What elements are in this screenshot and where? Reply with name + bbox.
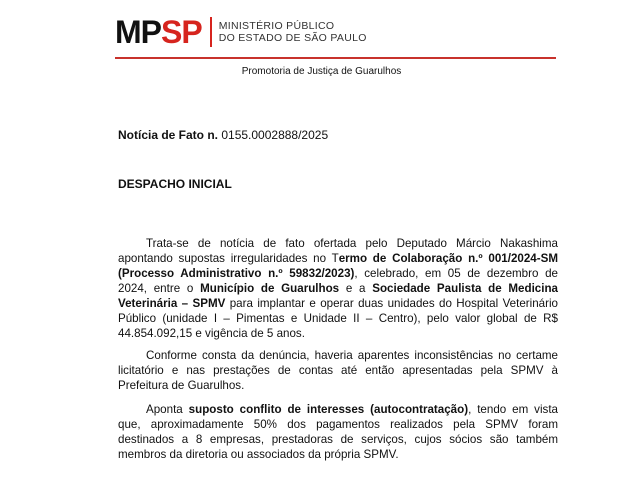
paragraph-3 bbox=[118, 402, 558, 462]
institution-line-1: MINISTÉRIO PÚBLICO bbox=[218, 20, 335, 32]
p1-bold-termo: ermo de Colaboração n.º 001/2024-SM (Processo Administrativo n.º 59832/2023) bbox=[118, 251, 558, 280]
header-rule bbox=[115, 57, 556, 59]
p1-text-3: e a bbox=[339, 281, 373, 295]
logo-sp: SP bbox=[161, 14, 202, 50]
mpsp-header bbox=[115, 15, 367, 49]
p2-text: Conforme consta da denúncia, haveria aparentes inconsistências no certame licitatório e nas prestações de contas até então apresentadas pela SPMV à Prefeitura de Guarulhos. bbox=[118, 348, 558, 392]
p1-text-1: Trata-se de notícia de fato ofertada pelo Deputado Márcio Nakashima apontando supostas irregularidades no T bbox=[118, 236, 558, 265]
p3-text-1: Aponta bbox=[146, 402, 189, 416]
noticia-label: Notícia de Fato n. bbox=[118, 128, 219, 142]
logo-divider bbox=[210, 17, 212, 47]
institution-line-2: DO ESTADO DE SÃO PAULO bbox=[218, 32, 367, 44]
p1-text-4: para implantar e operar duas unidades do Hospital Veterinário Público (unidade I – Pimentas e Unidade II – Centro), pelo valor global de R$ 44.854.092,15 e vigência de 5 anos. bbox=[118, 296, 558, 340]
p3-bold-conflito: suposto conflito de interesses (autocontratação) bbox=[188, 402, 469, 416]
noticia-number: 0155.0002888/2025 bbox=[218, 128, 329, 142]
logo-mp: MP bbox=[115, 14, 161, 50]
p1-text-2: , celebrado, em 05 de dezembro de 2024, entre o bbox=[118, 266, 558, 295]
paragraph-1 bbox=[118, 236, 558, 341]
p1-bold-municipio: Município de Guarulhos bbox=[200, 281, 340, 295]
despacho-title: DESPACHO INICIAL bbox=[118, 177, 232, 191]
paragraph-2 bbox=[118, 348, 558, 393]
p3-text-2: , tendo em vista que, aproximadamente 50% dos pagamentos realizados pela SPMV foram destinados a 8 empresas, prestadoras de serviços, cujos sócios são também membros da diretoria ou associados da própria SPMV. bbox=[118, 402, 558, 461]
institution-name bbox=[219, 20, 367, 44]
subunit-title: Promotoria de Justiça de Guarulhos bbox=[241, 66, 402, 77]
p1-bold-spmv: Sociedade Paulista de Medicina Veterinária – SPMV bbox=[118, 281, 558, 310]
noticia-line bbox=[118, 128, 328, 142]
